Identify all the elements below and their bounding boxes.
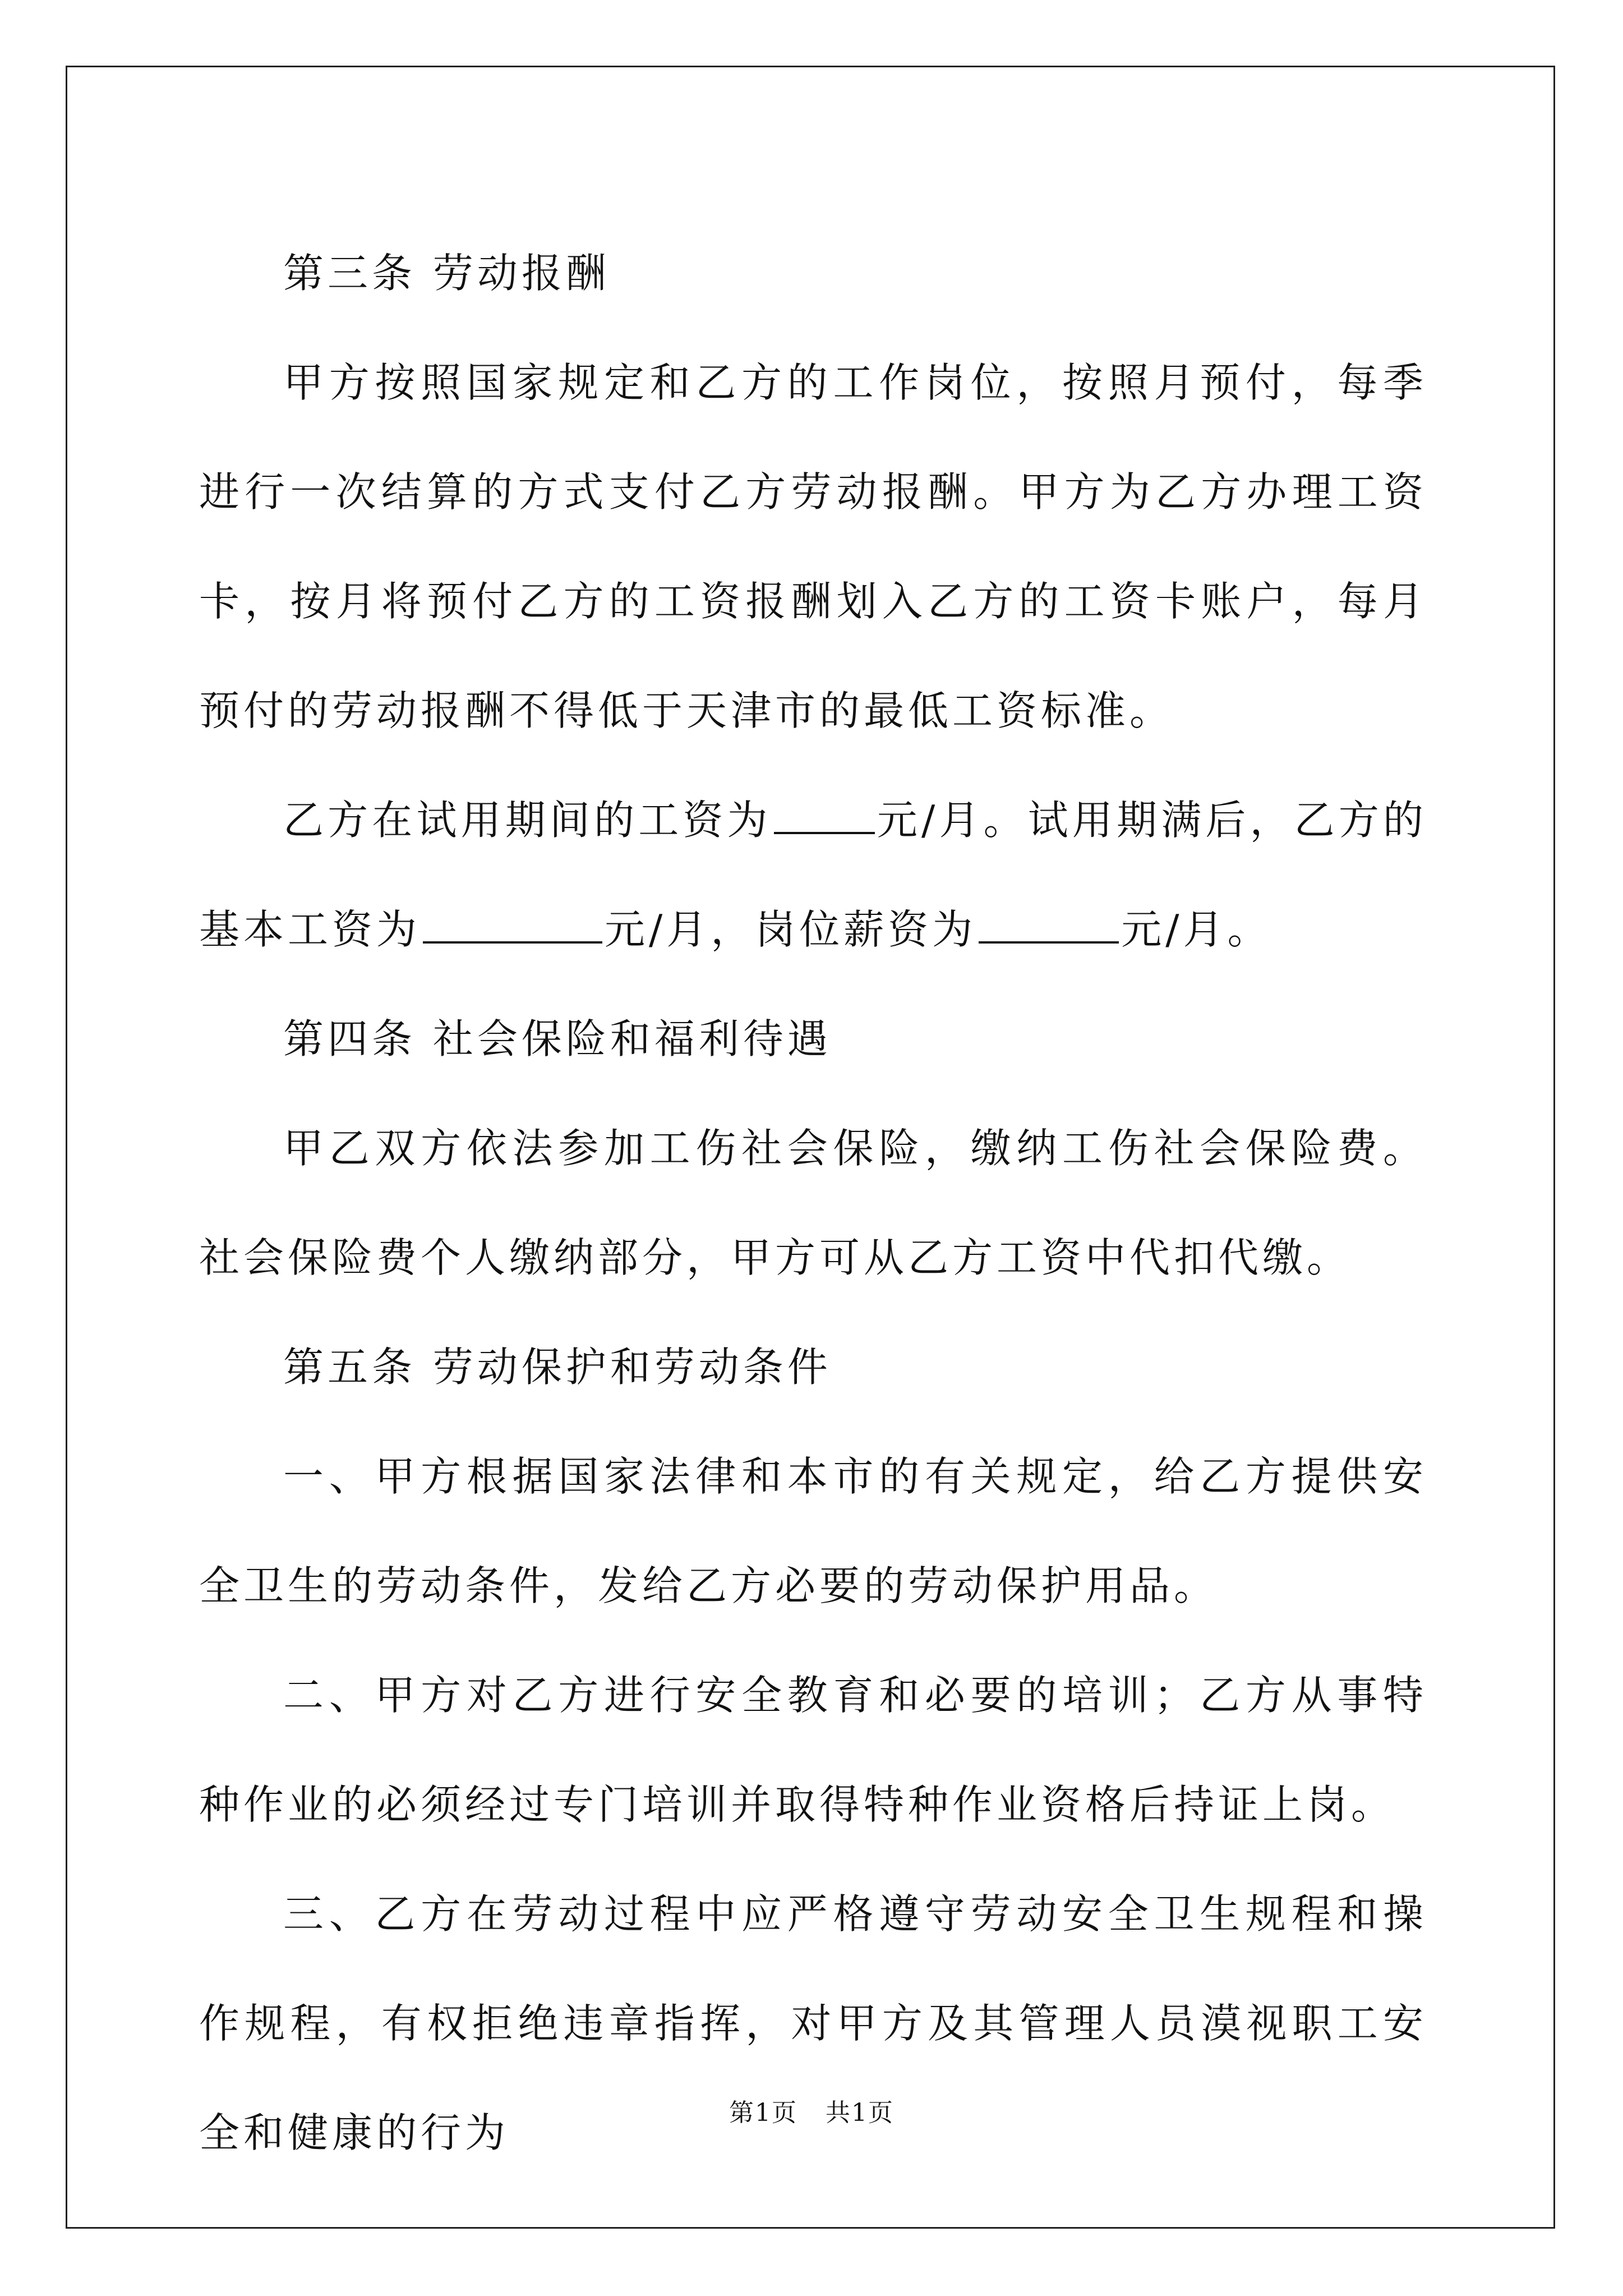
article-5-item-1: 一、甲方根据国家法律和本市的有关规定，给乙方提供安全卫生的劳动条件，发给乙方必要的劳动保护用品。 xyxy=(199,1453,1427,1609)
document-body xyxy=(199,219,1427,2188)
page-total: 共1页 xyxy=(826,2099,894,2127)
article-4-heading: 第四条 社会保险和福利待遇 xyxy=(283,1015,832,1062)
salary-text-position: 元/月，岗位薪资为 xyxy=(605,906,977,953)
page-number: 第1页 xyxy=(729,2099,797,2127)
basic-salary-blank xyxy=(423,908,602,944)
article-4-insurance-paragraph: 甲乙双方依法参加工伤社会保险，缴纳工伤社会保险费。社会保险费个人缴纳部分，甲方可从乙方工资中代扣代缴。 xyxy=(199,1125,1427,1281)
page-footer xyxy=(0,2092,1623,2128)
salary-text-end: 元/月。 xyxy=(1121,906,1272,953)
article-5-heading: 第五条 劳动保护和劳动条件 xyxy=(283,1343,832,1391)
article-5-item-2: 二、甲方对乙方进行安全教育和必要的培训；乙方从事特种作业的必须经过专门培训并取得特种作业资格后持证上岗。 xyxy=(199,1672,1427,1828)
probation-salary-blank xyxy=(774,798,875,834)
position-salary-blank xyxy=(979,908,1119,944)
salary-text-probation: 乙方在试用期间的工资为 xyxy=(283,797,772,844)
article-5-item-3: 三、乙方在劳动过程中应严格遵守劳动安全卫生规程和操作规程，有权拒绝违章指挥，对甲方及其管理人员漠视职工安全和健康的行为 xyxy=(199,1890,1427,2156)
article-3-salary-paragraph xyxy=(199,766,1427,984)
article-3-payment-paragraph: 甲方按照国家规定和乙方的工作岗位，按照月预付，每季进行一次结算的方式支付乙方劳动报酬。甲方为乙方办理工资卡，按月将预付乙方的工资报酬划入乙方的工资卡账户，每月预付的劳动报酬不得低于天津市的最低工资标准。 xyxy=(199,359,1427,734)
article-3-heading: 第三条 劳动报酬 xyxy=(283,250,610,297)
salary-text-basic: 元/月。试用期满后，乙方的基本工资为 xyxy=(199,797,1427,953)
